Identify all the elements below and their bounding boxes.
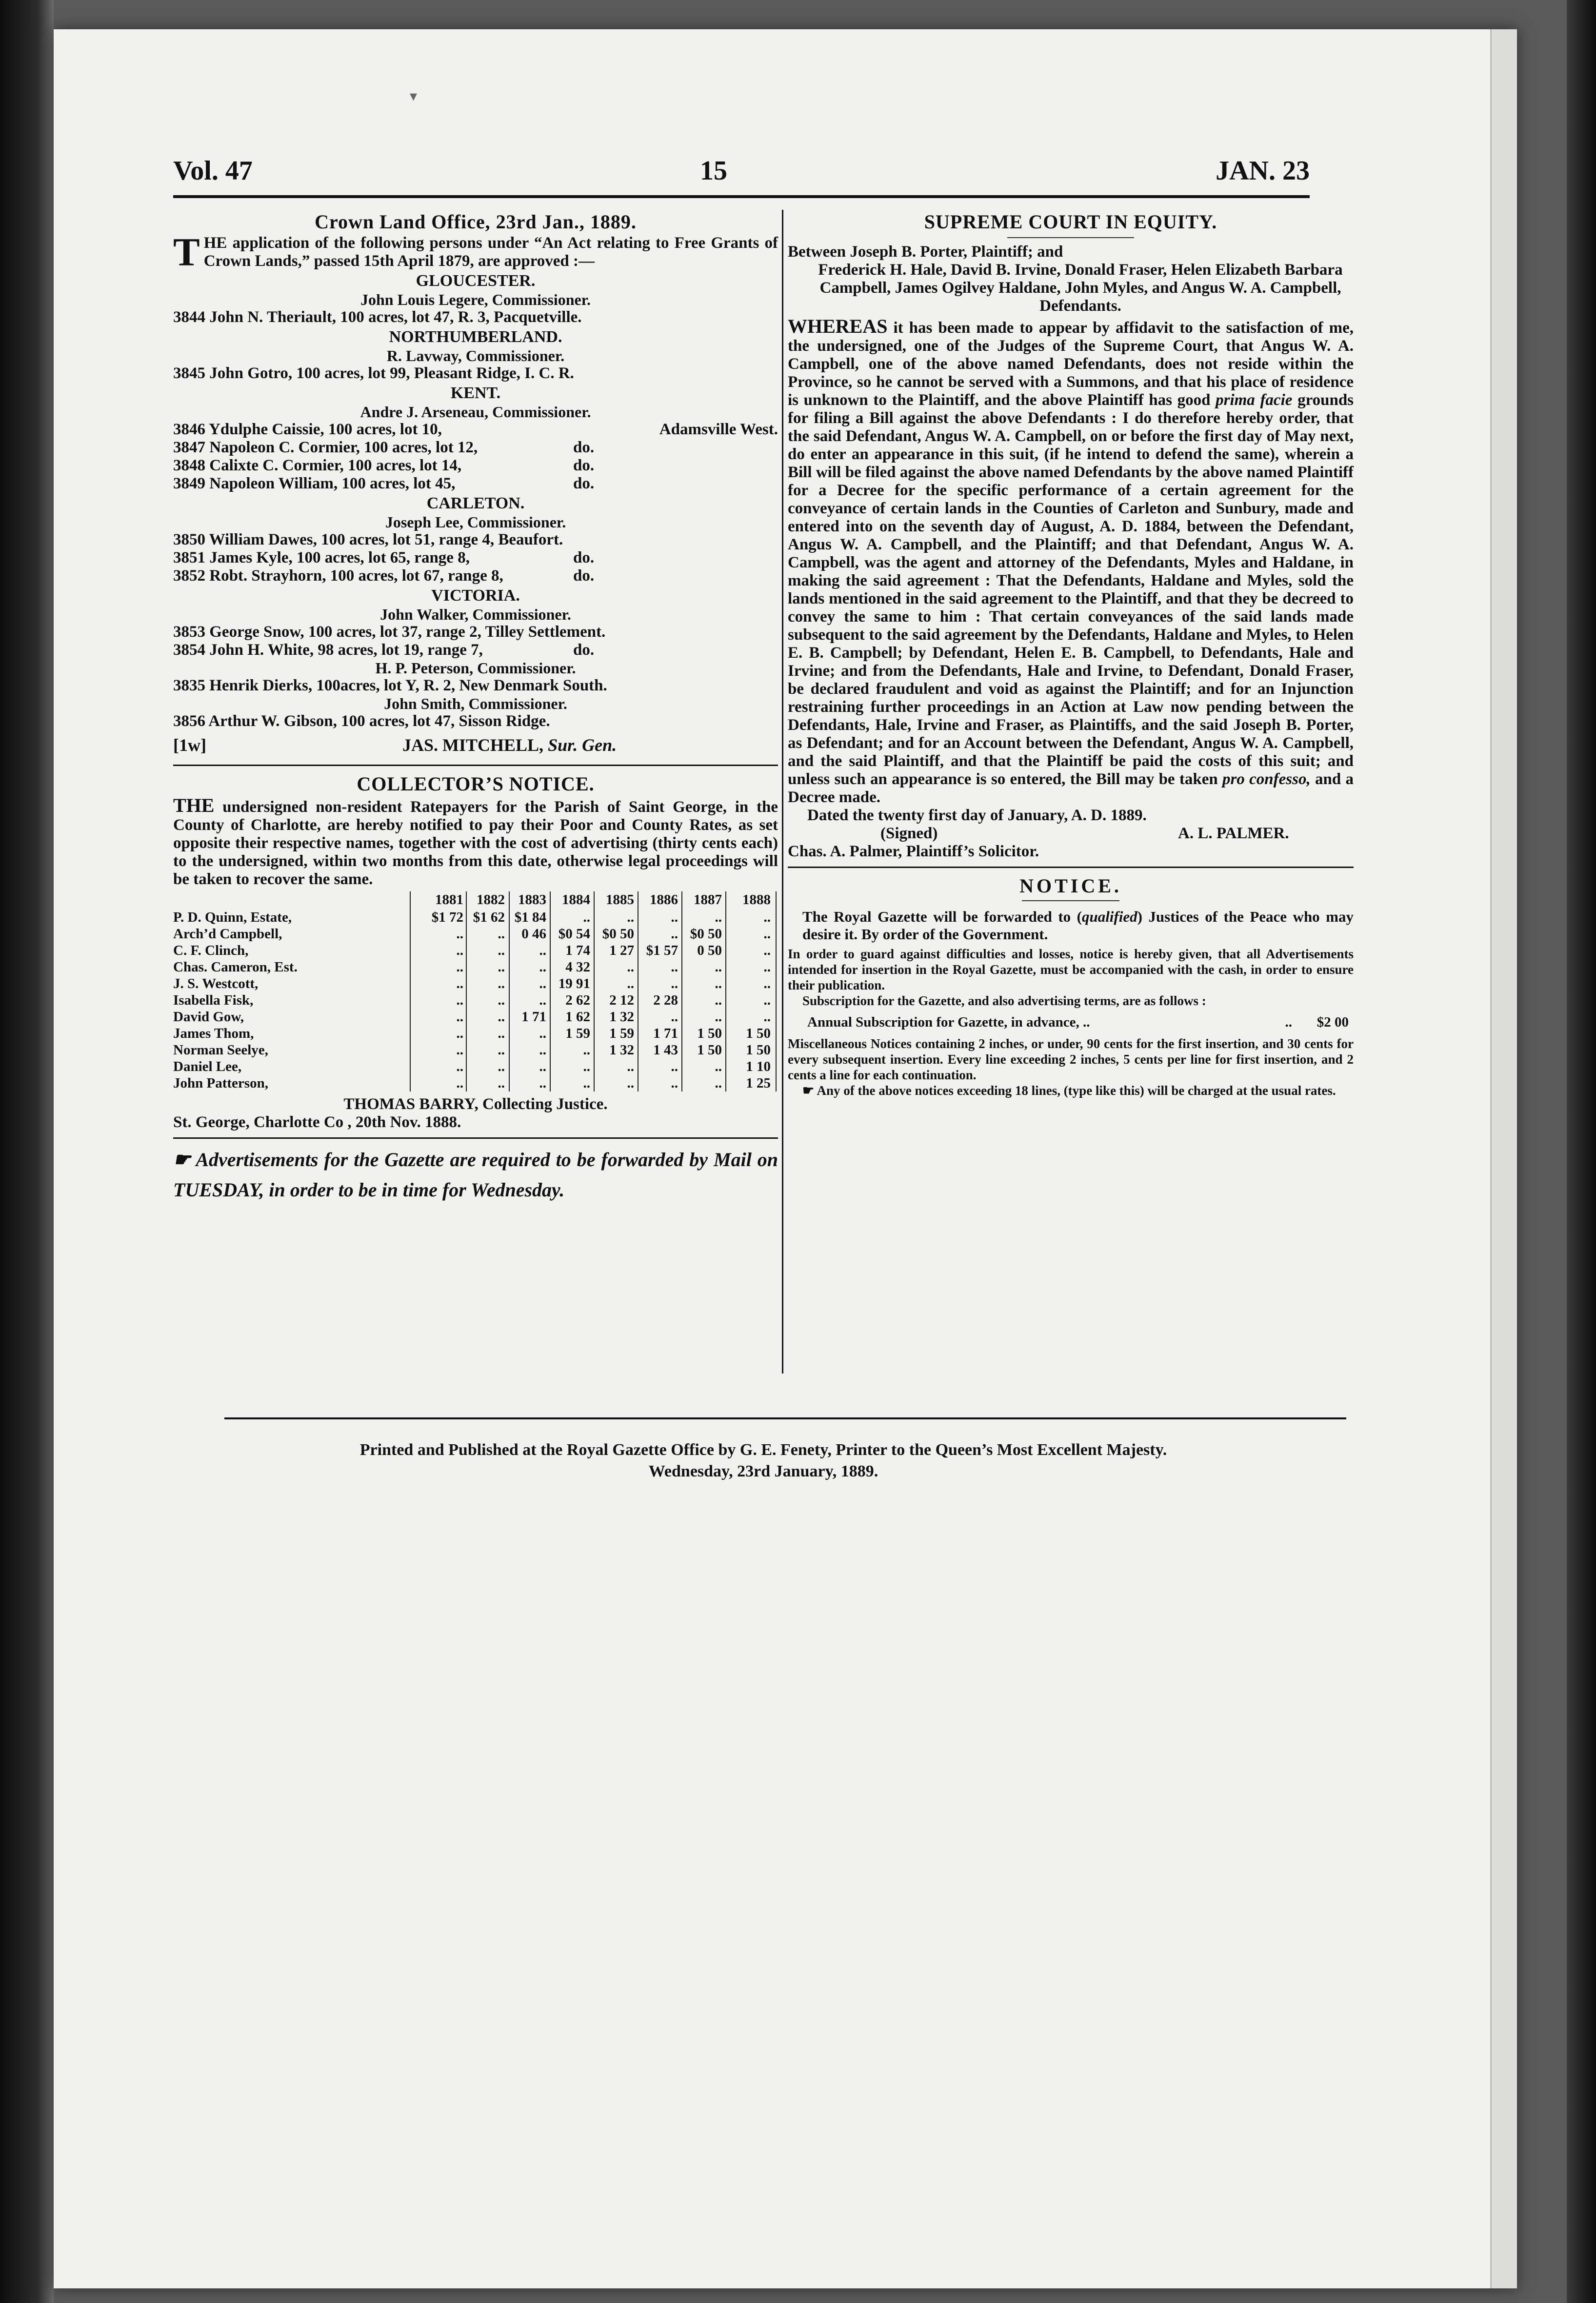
year-header: 1881	[435, 892, 463, 908]
grant-text: 3844 John N. Theriault, 100 acres, lot 47, R. 3, Pacquetville.	[173, 308, 582, 326]
order-text-1: it has been made to appear by affidavit to the satisfaction of me, the undersigned, one of the Judges of the Supreme Court, that Angus W. A. Campbell, one of the above named Defendants, does not reside within the Province, so he cannot be served with a Summons, and that his place of residence is unknown to the Plaintiff, and the above Plaintiff has good	[788, 319, 1354, 409]
parties-line-1: Between Joseph B. Porter, Plaintiff; and	[788, 243, 1063, 261]
rate-cell: ..	[763, 959, 771, 975]
year-header: 1885	[606, 892, 634, 908]
ratepayer-name: P. D. Quinn, Estate,	[173, 909, 292, 925]
rate-cell: 1 59	[609, 1026, 634, 1041]
plaintiff-solicitor: Chas. A. Palmer, Plaintiff’s Solicitor.	[788, 843, 1039, 860]
rate-cell: 19 91	[558, 976, 590, 991]
table-row	[173, 1009, 778, 1025]
rate-cell: ..	[715, 1075, 722, 1091]
land-grant-entry	[173, 475, 778, 493]
issue-date: JAN. 23	[1216, 156, 1310, 186]
advertising-deadline-text: Advertisements for the Gazette are required to be forwarded by Mail on TUESDAY, in order to be in time for Wednesday.	[173, 1149, 778, 1201]
rate-cell: ..	[456, 926, 463, 942]
crown-land-sections	[173, 271, 778, 730]
column-divider	[782, 210, 783, 1374]
imprint-date: Wednesday, 23rd January, 1889.	[648, 1462, 878, 1480]
pro-confesso: pro confesso,	[1222, 770, 1311, 788]
notice-para-3: Subscription for the Gazette, and also advertising terms, are as follows :	[802, 993, 1206, 1008]
county-heading: GLOUCESTER.	[416, 272, 536, 290]
rate-cell: ..	[627, 976, 634, 991]
pointing-hand-icon: ☛	[173, 1149, 191, 1171]
rate-cell: ..	[715, 959, 722, 975]
title-underline	[1022, 900, 1119, 901]
rate-cell: ..	[498, 1026, 505, 1041]
imprint-line: Printed and Published at the Royal Gazette Office by G. E. Fenety, Printer to the Queen’s Most Excellent Majesty.	[359, 1441, 1167, 1459]
rate-cell: ..	[498, 992, 505, 1008]
right-column	[788, 210, 1354, 1098]
drop-cap: T	[173, 230, 200, 274]
rate-cell: ..	[539, 1059, 546, 1074]
notice-title: NOTICE.	[1019, 875, 1122, 897]
header-rule	[173, 195, 1310, 198]
rate-cell: ..	[671, 1075, 678, 1091]
crown-land-signature: JAS. MITCHELL,	[402, 735, 544, 755]
crown-land-dateline: Crown Land Office, 23rd Jan., 1889.	[315, 211, 637, 233]
parties-line-2: Frederick H. Hale, David B. Irvine, Donald Fraser, Helen Elizabeth Barbara Campbell, James Ogilvey Haldane, John Myles, and Angus W. A. Campbell, Defendants.	[818, 261, 1343, 315]
table-column-rule	[550, 891, 551, 1091]
table-header-row	[173, 891, 778, 909]
rate-cell: ..	[539, 959, 546, 975]
grant-text: 3847 Napoleon C. Cormier, 100 acres, lot 12,	[173, 439, 478, 456]
section-rule	[173, 1137, 778, 1139]
ratepayer-name: Norman Seelye,	[173, 1042, 268, 1058]
rate-cell: 1 74	[565, 943, 590, 958]
order-dated: Dated the twenty first day of January, A. D. 1889.	[807, 807, 1147, 824]
title-underline	[1007, 237, 1134, 238]
grant-text: 3852 Robt. Strayhorn, 100 acres, lot 67, range 8,	[173, 567, 503, 585]
rate-cell: ..	[671, 1059, 678, 1074]
year-header: 1884	[562, 892, 590, 908]
land-grant-entry	[173, 712, 778, 730]
rate-cell: ..	[583, 1059, 590, 1074]
commissioner-line: Joseph Lee, Commissioner.	[385, 513, 566, 531]
ratepayer-name: Daniel Lee,	[173, 1059, 242, 1074]
rate-cell: ..	[671, 976, 678, 991]
table-column-rule	[594, 891, 595, 1091]
imprint-footer	[173, 1439, 1354, 1482]
rate-cell: ..	[539, 1026, 546, 1041]
rate-cell: 4 32	[565, 959, 590, 975]
rate-cell: 1 43	[653, 1042, 678, 1058]
land-grant-entry	[173, 421, 778, 439]
rate-cell: ..	[627, 1059, 634, 1074]
rate-cell: 1 25	[746, 1075, 771, 1091]
collector-lead: THE	[173, 794, 215, 816]
grant-text: 3856 Arthur W. Gibson, 100 acres, lot 47, Sisson Ridge.	[173, 712, 550, 730]
rate-cell: ..	[763, 926, 771, 942]
rate-cell: $1 57	[646, 943, 678, 958]
rate-cell: ..	[539, 976, 546, 991]
rate-cell: ..	[583, 1042, 590, 1058]
rate-cell: ..	[763, 909, 771, 925]
advertising-deadline-note	[173, 1145, 778, 1205]
grant-place: do.	[573, 439, 595, 456]
rate-cell: ..	[715, 992, 722, 1008]
commissioner-line: R. Lavway, Commissioner.	[386, 347, 565, 364]
land-grant-entry	[173, 364, 778, 383]
rate-cell: ..	[539, 1042, 546, 1058]
rate-cell: 0 46	[521, 926, 546, 942]
year-header: 1887	[694, 892, 722, 908]
footer-rule	[224, 1417, 1346, 1419]
notice-para-5: ☛ Any of the above notices exceeding 18 lines, (type like this) will be charged at the usual rates.	[802, 1083, 1336, 1098]
subscription-price: $2 00	[1317, 1014, 1349, 1030]
rate-cell: ..	[456, 943, 463, 958]
smudge-mark: ▾	[410, 88, 418, 104]
scan-border-right	[1567, 0, 1596, 2303]
ratepayer-name: John Patterson,	[173, 1075, 268, 1091]
pointing-hand-icon: ☛	[802, 1083, 815, 1098]
commissioner-line: Andre J. Arseneau, Commissioner.	[360, 403, 591, 421]
rate-cell: ..	[456, 959, 463, 975]
rate-cell: ..	[627, 959, 634, 975]
rate-cell: ..	[498, 1059, 505, 1074]
rate-cell: ..	[583, 909, 590, 925]
commissioner-line: H. P. Peterson, Commissioner.	[375, 659, 576, 677]
rate-cell: ..	[763, 1009, 771, 1025]
whereas-lead: WHEREAS	[788, 315, 888, 337]
rate-cell: 1 71	[653, 1026, 678, 1041]
page-edge	[1490, 29, 1517, 2288]
grant-text: 3850 William Dawes, 100 acres, lot 51, range 4, Beaufort.	[173, 531, 563, 548]
section-rule	[173, 765, 778, 766]
rate-cell: $1 84	[514, 909, 546, 925]
grant-place: do.	[573, 641, 595, 659]
rate-cell: ..	[498, 1009, 505, 1025]
left-column	[173, 210, 778, 1205]
rate-cell: ..	[539, 1075, 546, 1091]
rate-cell: ..	[671, 909, 678, 925]
table-column-rule	[776, 891, 777, 1091]
land-grant-entry	[173, 549, 778, 567]
table-row	[173, 909, 778, 926]
table-column-rule	[681, 891, 682, 1091]
grant-text: 3854 John H. White, 98 acres, lot 19, range 7,	[173, 641, 483, 659]
collector-signature: THOMAS BARRY, Collecting Justice.	[343, 1095, 608, 1113]
land-grant-entry	[173, 457, 778, 475]
commissioner-line: John Smith, Commissioner.	[384, 695, 567, 712]
crown-land-signature-row	[173, 736, 778, 759]
land-grant-entry	[173, 677, 778, 695]
grant-text: 3835 Henrik Dierks, 100acres, lot Y, R. 2, New Denmark South.	[173, 677, 607, 694]
rate-cell: ..	[671, 959, 678, 975]
county-heading: CARLETON.	[426, 494, 525, 512]
collector-notice-title: COLLECTOR’S NOTICE.	[357, 773, 595, 795]
ratepayer-name: J. S. Westcott,	[173, 976, 259, 991]
land-grant-entry	[173, 623, 778, 641]
signed-label: (Signed)	[880, 825, 938, 842]
rate-cell: ..	[498, 959, 505, 975]
rate-cell: ..	[715, 1059, 722, 1074]
grant-place: do.	[573, 457, 595, 474]
ratepayer-name: Chas. Cameron, Est.	[173, 959, 298, 975]
year-header: 1882	[477, 892, 505, 908]
rate-cell: 2 62	[565, 992, 590, 1008]
crown-land-intro-text: HE application of the following persons under “An Act relating to Free Grants of Crown Lands,” passed 15th April 1879, are approved :—	[203, 234, 778, 270]
rate-cell: 1 50	[746, 1042, 771, 1058]
rate-cell: ..	[715, 909, 722, 925]
table-row	[173, 992, 778, 1009]
rate-cell: ..	[715, 1009, 722, 1025]
table-row	[173, 1058, 778, 1075]
scan-border-left	[0, 0, 54, 2303]
land-grant-entry	[173, 641, 778, 659]
rate-cell: 0 50	[697, 943, 722, 958]
table-row	[173, 975, 778, 992]
commissioner-line: John Walker, Commissioner.	[380, 606, 571, 623]
commissioner-line: John Louis Legere, Commissioner.	[360, 291, 591, 308]
rate-cell: ..	[583, 1075, 590, 1091]
order-text-3: and a Decree made.	[788, 770, 1354, 806]
rate-cell: 2 28	[653, 992, 678, 1008]
rate-cell: 1 27	[609, 943, 634, 958]
collector-body-text: undersigned non-resident Ratepayers for the Parish of Saint George, in the County of Charlotte, are hereby notified to pay their Poor and County Rates, as set opposite their respective names, together with the cost of advertising (thirty cents each) to the undersigned, within two months from this date, otherwise legal proceedings will be taken to recover the same.	[173, 798, 778, 888]
collector-dateline: St. George, Charlotte Co , 20th Nov. 1888.	[173, 1113, 461, 1131]
notice-para-4: Miscellaneous Notices containing 2 inches, or under, 90 cents for the first insertion, and 30 cents for every subsequent insertion. Every line exceeding 2 inches, 5 cents per line for first insertion, and 2 cents a line for each continuation.	[788, 1036, 1354, 1082]
ratepayer-name: Arch’d Campbell,	[173, 926, 282, 942]
rate-cell: $1 72	[431, 909, 463, 925]
crown-land-intro	[173, 230, 778, 274]
table-row	[173, 942, 778, 959]
rate-cell: ..	[539, 943, 546, 958]
rate-cell: ..	[456, 1042, 463, 1058]
ratepayer-name: James Thom,	[173, 1026, 254, 1041]
land-grant-entry	[173, 531, 778, 549]
rate-cell: ..	[715, 976, 722, 991]
rate-cell: ..	[763, 943, 771, 958]
section-rule	[788, 867, 1354, 868]
rate-cell: $0 50	[690, 926, 722, 942]
notice-para-1: The Royal Gazette will be forwarded to (qualified) Justices of the Peace who may desire it. By order of the Government.	[802, 908, 1354, 943]
crown-land-signature-title: Sur. Gen.	[548, 735, 617, 755]
land-grant-entry	[173, 439, 778, 457]
rate-cell: 1 32	[609, 1042, 634, 1058]
page-number: 15	[700, 156, 727, 186]
land-grant-entry	[173, 567, 778, 585]
table-row	[173, 959, 778, 975]
subscription-label: Annual Subscription for Gazette, in advance, ..	[807, 1014, 1090, 1030]
rate-cell: 1 71	[521, 1009, 546, 1025]
rate-cell: 1 10	[746, 1059, 771, 1074]
rate-cell: 1 32	[609, 1009, 634, 1025]
grant-place: do.	[573, 567, 595, 585]
rate-cell: ..	[456, 992, 463, 1008]
land-grant-entry	[173, 308, 778, 326]
rate-cell: 1 50	[697, 1042, 722, 1058]
year-header: 1886	[650, 892, 678, 908]
supreme-court-title: SUPREME COURT IN EQUITY.	[924, 211, 1217, 233]
order-text-2: grounds for filing a Bill against the above Defendants : I do therefore hereby order, that the said Defendant, Angus W. A. Campbell, on or before the first day of May next, do enter an appearance in this suit, (if he intend to defend the same), wherein a Bill will be filed against the above named Defendants by the above named Plaintiff for a Decree for the specific performance of a certain agreement for the conveyance of certain lands in the Counties of Carleton and Sunbury, made and entered into on the seventh day of August, A. D. 1884, between the Defendant, Angus W. A. Campbell, and the Plaintiff; and that Defendant, Angus W. A. Campbell, was the agent and attorney of the Defendants, Myles and Haldane, in making the said agreement : That the Defendants, Haldane and Myles, sold the lands mentioned in the said agreement to the Plaintiff, and that they be decreed to convey the same to him : That certain conveyances of the said lands made subsequent to the said agreement by the Defendants, Haldane and Myles, to Helen E. B. Campbell; by Defendant, Helen E. B. Campbell, to Defendants, Hale and Irvine; and from the Defendants, Hale and Irvine, to Defendant, Donald Fraser, be declared fraudulent and void as against the Plaintiff; and for an Injunction restraining further proceedings in an Action at Law now pending between the Defendants, Hale, Irvine and Fraser, as Plaintiffs, and the said Joseph B. Porter, as Defendant; and for an Account between the Defendant, Angus W. A. Campbell, and the said Plaintiff, and that the Plaintiff be paid the costs of this suit; and unless such an appearance is so entered, the Bill may be taken	[788, 391, 1354, 788]
rate-cell: ..	[763, 992, 771, 1008]
rate-cell: ..	[763, 976, 771, 991]
insertion-mark: [1w]	[173, 735, 206, 755]
table-column-rule	[509, 891, 510, 1091]
notice-para-2: In order to guard against difficulties and losses, notice is hereby given, that all Advertisements intended for insertion in the Royal Gazette, must be accompanied with the cash, in order to ensure their publication.	[788, 947, 1354, 992]
grant-place: Adamsville West.	[659, 421, 778, 438]
table-column-rule	[466, 891, 467, 1091]
grant-text: 3853 George Snow, 100 acres, lot 37, range 2, Tilley Settlement.	[173, 623, 606, 641]
table-row	[173, 1025, 778, 1042]
table-row	[173, 1042, 778, 1058]
rate-cell: ..	[456, 976, 463, 991]
rate-cell: ..	[627, 909, 634, 925]
rate-cell: $0 50	[602, 926, 634, 942]
gazette-notice	[788, 908, 1354, 1098]
rate-cell: $1 62	[473, 909, 505, 925]
prima-facie: prima facie	[1216, 391, 1293, 409]
grant-text: 3849 Napoleon William, 100 acres, lot 45,	[173, 475, 456, 492]
grant-text: 3848 Calixte C. Cormier, 100 acres, lot 14,	[173, 457, 462, 474]
grant-text: 3845 John Gotro, 100 acres, lot 99, Pleasant Ridge, I. C. R.	[173, 364, 574, 382]
grant-place: do.	[573, 475, 595, 492]
rate-cell: ..	[498, 976, 505, 991]
table-column-rule	[725, 891, 726, 1091]
year-header: 1883	[518, 892, 546, 908]
ratepayer-name: C. F. Clinch,	[173, 943, 249, 958]
rate-cell: ..	[498, 926, 505, 942]
rate-cell: ..	[539, 992, 546, 1008]
rate-cell: ..	[671, 926, 678, 942]
rate-cell: ..	[498, 1075, 505, 1091]
page-header	[173, 155, 1310, 189]
table-row	[173, 1075, 778, 1091]
county-heading: KENT.	[450, 384, 501, 402]
rate-cell: ..	[456, 1059, 463, 1074]
county-heading: NORTHUMBERLAND.	[389, 328, 562, 346]
grant-place: do.	[573, 549, 595, 566]
rate-cell: ..	[456, 1075, 463, 1091]
rate-cell: 1 59	[565, 1026, 590, 1041]
table-row	[173, 926, 778, 942]
county-heading: VICTORIA.	[431, 586, 520, 605]
order-signature-row	[788, 825, 1354, 843]
rate-cell: 1 50	[697, 1026, 722, 1041]
rate-cell: 1 50	[746, 1026, 771, 1041]
volume-label: Vol. 47	[173, 156, 253, 186]
rate-cell: ..	[627, 1075, 634, 1091]
collector-notice-body	[173, 796, 778, 889]
collector-rates-table	[173, 891, 778, 1091]
ratepayer-name: David Gow,	[173, 1009, 244, 1025]
rate-cell: ..	[456, 1009, 463, 1025]
rate-cell: ..	[498, 1042, 505, 1058]
year-header: 1888	[742, 892, 771, 908]
subscription-dots: ..	[1285, 1014, 1292, 1030]
rate-cell: 2 12	[609, 992, 634, 1008]
rate-cell: 1 62	[565, 1009, 590, 1025]
rate-cell: ..	[498, 943, 505, 958]
judge-name: A. L. PALMER.	[1178, 825, 1289, 842]
grant-text: 3846 Ydulphe Caissie, 100 acres, lot 10,	[173, 421, 442, 438]
supreme-court-order	[788, 317, 1354, 807]
rate-cell: ..	[671, 1009, 678, 1025]
table-column-rule	[410, 891, 411, 1091]
subscription-row	[788, 1013, 1354, 1033]
rate-cell: $0 54	[558, 926, 590, 942]
ratepayer-name: Isabella Fisk,	[173, 992, 254, 1008]
rate-cell: ..	[456, 1026, 463, 1041]
grant-text: 3851 James Kyle, 100 acres, lot 65, range 8,	[173, 549, 470, 566]
